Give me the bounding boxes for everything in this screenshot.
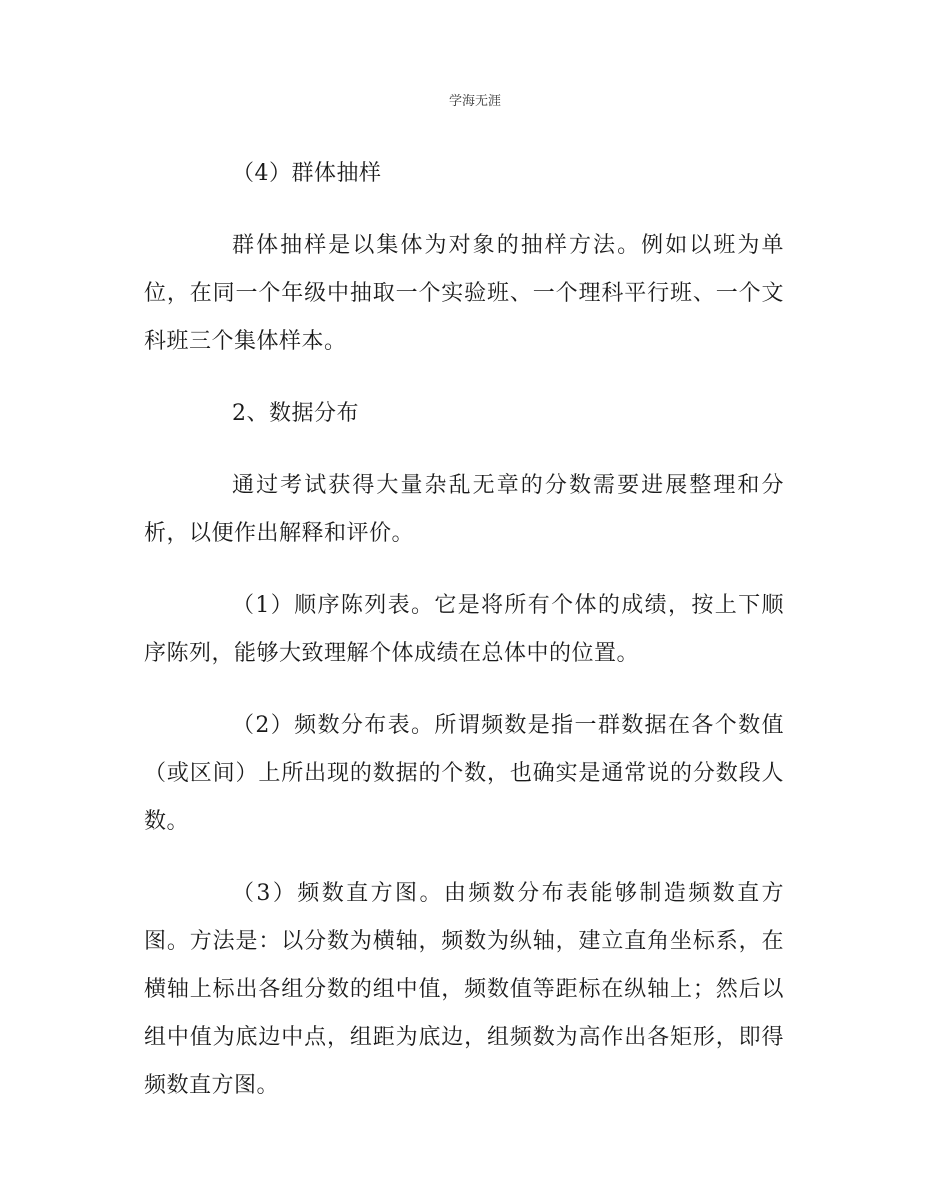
cluster-sampling-paragraph: 群体抽样是以集体为对象的抽样方法。例如以班为单位，在同一个年级中抽取一个实验班、一个理科平行班、一个文科班三个集体样本。	[144, 233, 784, 354]
data-distribution-intro-paragraph: 通过考试获得大量杂乱无章的分数需要进展整理和分析，以便作出解释和评价。	[144, 473, 784, 546]
page-header: 学海无涯	[448, 94, 501, 109]
cluster-sampling-heading: （4）群体抽样	[232, 161, 382, 186]
frequency-histogram-paragraph: （3）频数直方图。由频数分布表能够制造频数直方图。方法是：以分数为横轴，频数为纵轴，建立直角坐标系，在横轴上标出各组分数的组中值，频数值等距标在纵轴上；然后以组中值为底边中点，组距为底边，组频数为高作出各矩形，即得频数直方图。	[144, 881, 784, 1098]
ordered-list-table-paragraph: （1）顺序陈列表。它是将所有个体的成绩，按上下顺序陈列，能够大致理解个体成绩在总体中的位置。	[144, 593, 784, 666]
document-body	[144, 150, 784, 1110]
data-distribution-heading: 2、数据分布	[232, 401, 359, 426]
frequency-table-paragraph: （2）频数分布表。所谓频数是指一群数据在各个数值（或区间）上所出现的数据的个数，也确实是通常说的分数段人数。	[144, 713, 784, 834]
